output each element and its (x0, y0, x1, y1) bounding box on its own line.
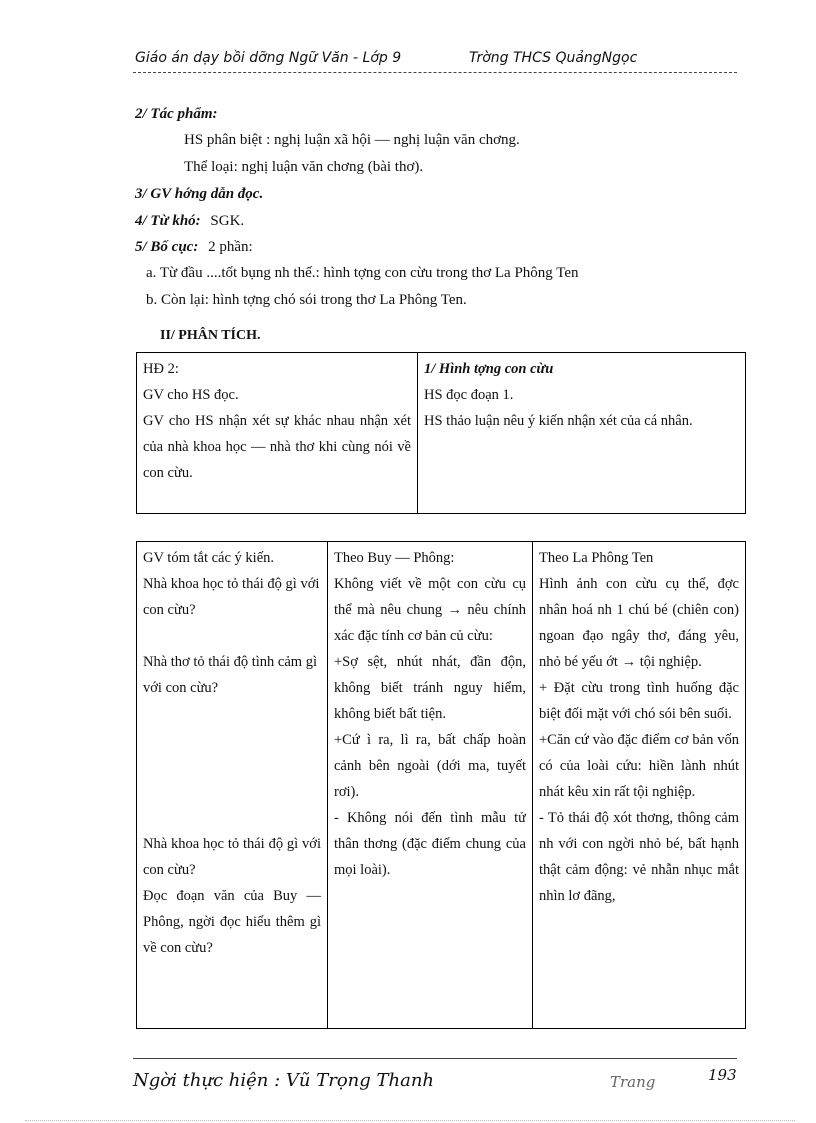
section-3-label: 3/ GV hớng dẫn đọc. (135, 186, 264, 202)
table2-col1-line: Đọc đoạn văn của Buy — Phông, ngời đọc hiểu thêm gì về con cừu? (143, 888, 321, 956)
author-line: Ngời thực hiện : Vũ Trọng Thanh (133, 1070, 435, 1091)
activity-table-2 (136, 541, 746, 1029)
section-5-item-b: b. Còn lại: hình tợng chó sói trong thơ La Phông Ten. (146, 292, 467, 308)
table1-right-title: 1/ Hình tợng con cừu (424, 361, 554, 377)
page-header (135, 50, 735, 66)
school-name: Trờng THCS QuảngNgọc (469, 50, 638, 66)
analysis-title: II/ PHÂN TÍCH. (160, 328, 261, 343)
table2-col2-line: - Không nói đến tình mẫu tử thân thơng (đặc điểm chung của mọi loài). (334, 810, 526, 878)
table2-col3-line: +Căn cứ vào đặc điểm cơ bản vốn có của loài cứu: hiền lành nhút nhát kêu xin rất tội nghiệp. (539, 732, 739, 800)
table2-col2-line: +Cứ ì ra, lì ra, bất chấp hoàn cảnh bên ngoài (dới ma, tuyết rơi). (334, 732, 526, 800)
table2-col1-line: Nhà khoa học tỏ thái độ gì với con cừu? (143, 836, 321, 878)
table2-col3-line: Hình ảnh con cừu cụ thể, đợc nhân hoá nh 1 chú bé (chiên con) ngoan đạo ngây thơ, đáng yêu, nhỏ bé yếu ớt → tội nghiệp. (539, 576, 739, 670)
section-2-line-1: HS phân biệt : nghị luận xã hội — nghị luận văn chơng. (184, 132, 520, 148)
table2-col2-line: Theo Buy — Phông: (334, 550, 455, 566)
table1-right-line: HS thảo luận nêu ý kiến nhận xét của cá nhân. (424, 413, 693, 429)
footer-divider (133, 1058, 737, 1059)
table1-left-line: HĐ 2: (143, 361, 179, 377)
page-label: Trang (610, 1073, 656, 1091)
table2-col3-line: Theo La Phông Ten (539, 550, 654, 566)
page-bottom-border (25, 1120, 795, 1121)
page-number: 193 (708, 1066, 737, 1084)
table1-left-line: GV cho HS nhận xét sự khác nhau nhận xét của nhà khoa học — nhà thơ khi cùng nói về con cừu. (143, 413, 411, 481)
section-5-value: 2 phần: (208, 239, 253, 255)
table2-col1-line: GV tóm tắt các ý kiến. (143, 550, 275, 566)
table1-left-line: GV cho HS đọc. (143, 387, 239, 403)
table2-col2-line: +Sợ sệt, nhút nhát, đần độn, không biết tránh nguy hiểm, không biết bất tiện. (334, 654, 526, 722)
section-4-value: SGK. (210, 213, 245, 229)
table2-col2 (328, 542, 533, 1029)
table1-left-cell (137, 353, 418, 514)
section-4 (135, 213, 244, 230)
section-2-line-2: Thể loại: nghị luận văn chơng (bài thơ). (184, 159, 424, 175)
section-4-label: 4/ Từ khó: (135, 213, 201, 229)
table2-col3-line: - Tỏ thái độ xót thơng, thông cảm nh với con ngời nhỏ bé, bất hạnh thật cảm động: vẻ nhẫn nhục mắt nhìn lơ đãng, (539, 810, 739, 904)
table2-col1-line: Nhà thơ tỏ thái độ tình cảm gì với con cừu? (143, 654, 317, 696)
table2-col2-line: Không viết về một con cừu cụ thể mà nêu chung → nêu chính xác đặc tính cơ bản củ cừu: (334, 576, 526, 644)
section-5-item-a: a. Từ đầu ....tốt bụng nh thế.: hình tợng con cừu trong thơ La Phông Ten (146, 265, 579, 281)
header-divider (133, 72, 737, 73)
table2-col1-line: Nhà khoa học tỏ thái độ gì với con cừu? (143, 576, 320, 618)
course-title: Giáo án dạy bồi dỡng Ngữ Văn - Lớp 9 (135, 50, 402, 66)
table1-right-cell (418, 353, 746, 514)
section-2-label: 2/ Tác phẩm: (135, 106, 218, 122)
table1-right-line: HS đọc đoạn 1. (424, 387, 514, 403)
section-5-label: 5/ Bố cục: (135, 239, 199, 255)
table2-col3 (533, 542, 746, 1029)
activity-table-1 (136, 352, 746, 514)
section-5 (135, 239, 253, 256)
table2-col1 (137, 542, 328, 1029)
table2-col3-line: + Đặt cừu trong tình huống đặc biệt đối mặt với chó sói bên suối. (539, 680, 739, 722)
